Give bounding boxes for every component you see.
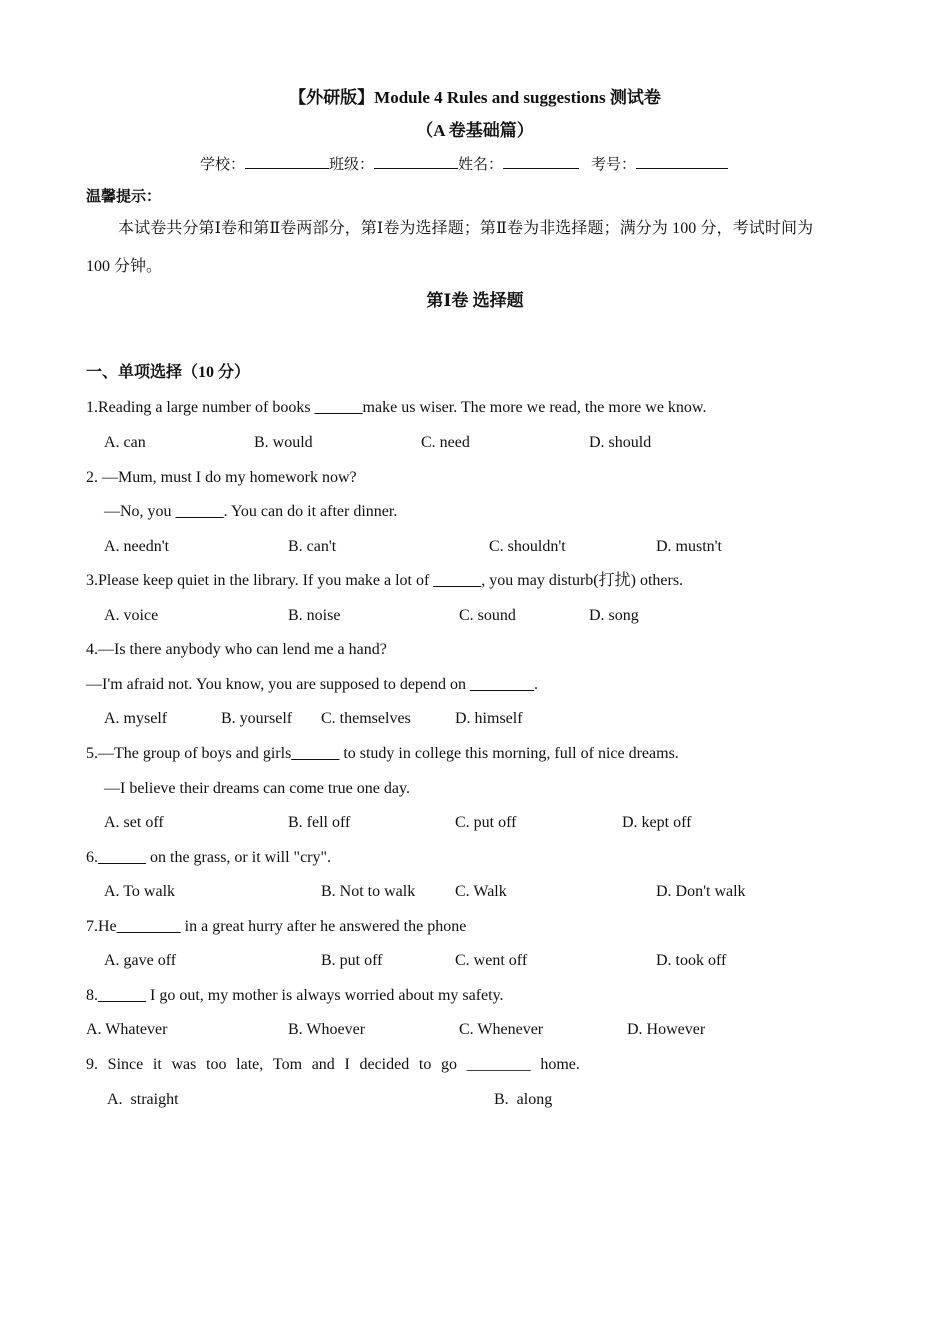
q6-text-before: 6. xyxy=(86,849,98,866)
q7-blank: ________ xyxy=(116,918,181,935)
school-label: 学校： xyxy=(200,155,246,173)
q8-blank: ______ xyxy=(98,987,146,1004)
exam-title: 【外研版】Module 4 Rules and suggestions 测试卷 xyxy=(289,88,661,107)
q9-word: was xyxy=(171,1056,197,1073)
question-3-stem xyxy=(86,571,683,591)
q2-option-a[interactable]: A. needn't xyxy=(104,538,170,555)
q5-option-b[interactable]: B. fell off xyxy=(288,814,351,831)
q5-option-c[interactable]: C. put off xyxy=(455,814,517,831)
q9-word: home. xyxy=(540,1056,580,1073)
q1-text-after: make us wiser. The more we read, the more we know. xyxy=(362,399,707,416)
q1-option-b[interactable]: B. would xyxy=(254,434,313,451)
question-9-stem xyxy=(86,1055,580,1075)
q8-text-before: 8. xyxy=(86,987,98,1004)
q2-blank: ______ xyxy=(175,503,224,520)
q9-word: 9. xyxy=(86,1056,98,1073)
q1-text-before: 1.Reading a large number of books xyxy=(86,399,315,416)
student-info-row xyxy=(200,154,728,174)
q5-option-d[interactable]: D. kept off xyxy=(622,814,692,831)
exam-subtitle: （A 卷基础篇） xyxy=(416,121,534,140)
question-1-stem xyxy=(86,398,706,418)
question-5-reply: —I believe their dreams can come true one day. xyxy=(104,780,410,797)
q9-word: and xyxy=(311,1056,335,1073)
q3-option-a[interactable]: A. voice xyxy=(104,607,159,624)
question-6-stem xyxy=(86,848,331,868)
q2-option-c[interactable]: C. shouldn't xyxy=(489,538,566,555)
q9-word: go xyxy=(441,1056,458,1073)
q1-blank: ______ xyxy=(314,399,363,416)
q4-option-c[interactable]: C. themselves xyxy=(321,710,411,727)
section-1-title: 一、单项选择（10 分） xyxy=(86,364,251,381)
q8-option-a[interactable]: A. Whatever xyxy=(86,1021,168,1038)
part-1-title: 第Ⅰ卷 选择题 xyxy=(426,291,524,310)
q3-blank: ______ xyxy=(433,572,482,589)
q9-word: decided xyxy=(359,1056,410,1073)
question-4-reply xyxy=(86,675,538,695)
q9-word: to xyxy=(418,1056,432,1073)
q9-word: Since xyxy=(107,1056,144,1073)
q5-text-before: 5.—The group of boys and girls xyxy=(86,745,292,762)
q2-option-d[interactable]: D. mustn't xyxy=(656,538,722,555)
class-label: 班级： xyxy=(329,155,375,173)
q9-word: I xyxy=(344,1056,350,1073)
q6-option-b[interactable]: B. Not to walk xyxy=(321,883,416,900)
q7-option-c[interactable]: C. went off xyxy=(455,952,528,969)
number-label: 考号： xyxy=(591,155,637,173)
q5-blank: ______ xyxy=(291,745,340,762)
name-label: 姓名： xyxy=(458,155,504,173)
question-4-stem: 4.—Is there anybody who can lend me a hand? xyxy=(86,641,387,658)
school-field[interactable] xyxy=(245,154,329,169)
name-field[interactable] xyxy=(503,154,579,169)
notice-line-2: 100 分钟。 xyxy=(86,258,163,275)
q9-word: it xyxy=(152,1056,162,1073)
question-2-reply xyxy=(104,502,397,522)
q1-option-c[interactable]: C. need xyxy=(421,434,470,451)
q8-option-d[interactable]: D. However xyxy=(627,1021,706,1038)
q4-blank: ________ xyxy=(470,676,535,693)
q7-option-a[interactable]: A. gave off xyxy=(104,952,177,969)
q7-text-after: in a great hurry after he answered the phone xyxy=(180,918,467,935)
q3-text-after: , you may disturb(打扰) others. xyxy=(481,572,684,589)
q9-word: Tom xyxy=(272,1056,303,1073)
q8-text-after: I go out, my mother is always worried about my safety. xyxy=(146,987,504,1004)
q4-option-b[interactable]: B. yourself xyxy=(221,710,293,727)
q6-option-c[interactable]: C. Walk xyxy=(455,883,507,900)
q3-text-before: 3.Please keep quiet in the library. If you make a lot of xyxy=(86,572,434,589)
question-5-stem xyxy=(86,744,679,764)
notice-label: 温馨提示： xyxy=(86,187,162,205)
q6-text-after: on the grass, or it will "cry". xyxy=(146,849,332,866)
q9-option-a[interactable]: A. straight xyxy=(107,1091,179,1108)
question-8-stem xyxy=(86,986,504,1006)
q1-option-d[interactable]: D. should xyxy=(589,434,652,451)
q3-option-d[interactable]: D. song xyxy=(589,607,639,624)
q4-option-a[interactable]: A. myself xyxy=(104,710,168,727)
q9-word: late, xyxy=(236,1056,264,1073)
number-field[interactable] xyxy=(636,154,728,169)
class-field[interactable] xyxy=(374,154,458,169)
q6-option-a[interactable]: A. To walk xyxy=(104,883,176,900)
q2-option-b[interactable]: B. can't xyxy=(288,538,337,555)
q6-blank: ______ xyxy=(98,849,146,866)
q7-option-b[interactable]: B. put off xyxy=(321,952,383,969)
notice-line-1: 本试卷共分第Ⅰ卷和第Ⅱ卷两部分，第Ⅰ卷为选择题；第Ⅱ卷为非选择题；满分为 100 分，考试时间为 xyxy=(118,220,814,237)
q2-text-after: . You can do it after dinner. xyxy=(223,503,398,520)
q3-option-b[interactable]: B. noise xyxy=(288,607,341,624)
q7-text-before: 7.He xyxy=(86,918,117,935)
q8-option-b[interactable]: B. Whoever xyxy=(288,1021,366,1038)
q5-option-a[interactable]: A. set off xyxy=(104,814,164,831)
q4-option-d[interactable]: D. himself xyxy=(455,710,523,727)
question-2-stem: 2. —Mum, must I do my homework now? xyxy=(86,469,357,486)
q8-option-c[interactable]: C. Whenever xyxy=(459,1021,544,1038)
q9-option-b[interactable]: B. along xyxy=(494,1091,553,1108)
q7-option-d[interactable]: D. took off xyxy=(656,952,727,969)
question-7-stem xyxy=(86,917,466,937)
q5-text-after: to study in college this morning, full of nice dreams. xyxy=(339,745,679,762)
q1-option-a[interactable]: A. can xyxy=(104,434,146,451)
q4-text-after: . xyxy=(534,676,539,693)
q6-option-d[interactable]: D. Don't walk xyxy=(656,883,746,900)
q2-text-before: —No, you xyxy=(104,503,176,520)
q4-text-before: —I'm afraid not. You know, you are supposed to depend on xyxy=(86,676,471,693)
q9-blank: ________ xyxy=(466,1056,531,1073)
q3-option-c[interactable]: C. sound xyxy=(459,607,516,624)
q9-word: too xyxy=(206,1056,227,1073)
